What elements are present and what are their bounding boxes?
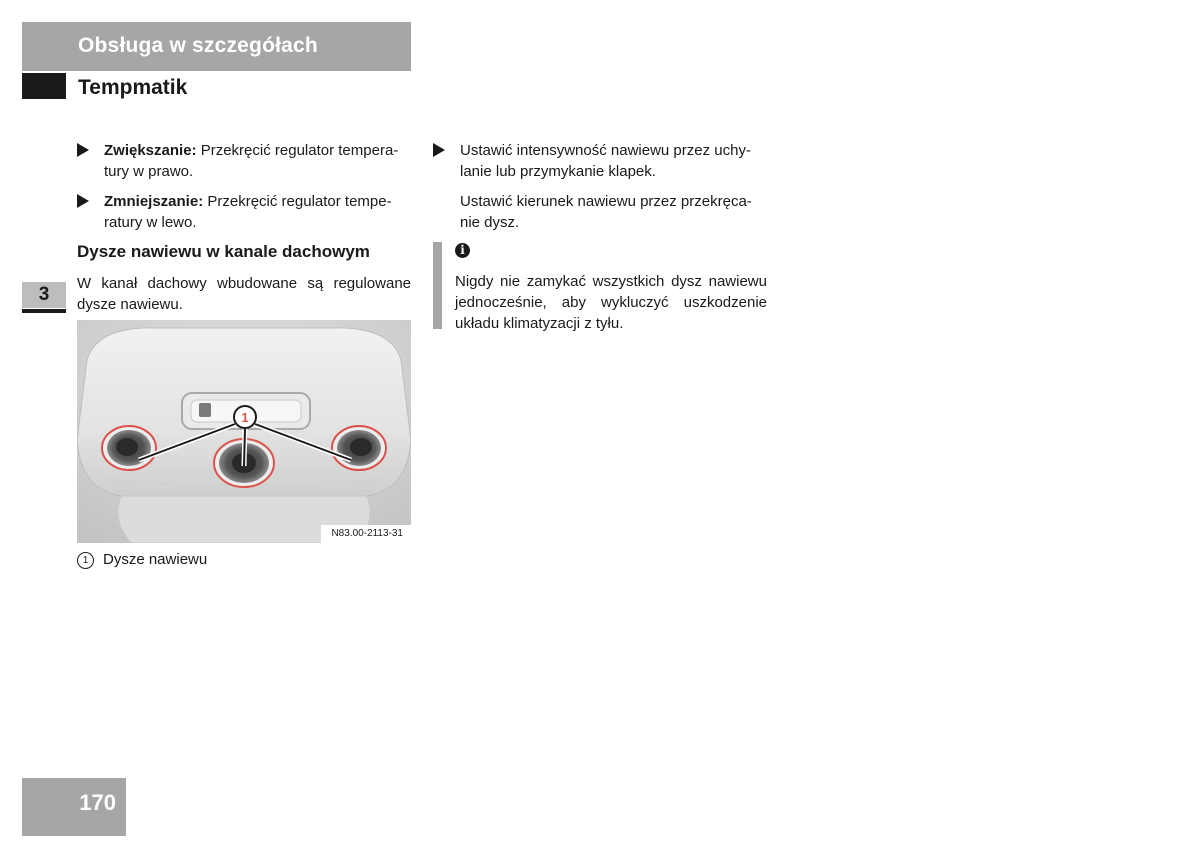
intro-line2: dysze nawiewu.: [77, 296, 183, 313]
direction-paragraph: [460, 191, 768, 233]
chapter-number: 3: [38, 284, 50, 305]
bullet-line2: lanie lub przymykanie klapek.: [460, 163, 656, 180]
page-number: 170: [79, 790, 116, 815]
bullet-text-line1: Przekręcić regulator tempera-: [196, 142, 399, 159]
bullet-increase: [77, 140, 411, 182]
caption-number: 1: [77, 552, 94, 569]
subsection-marker: [22, 73, 66, 99]
bullet-decrease: [77, 191, 411, 233]
section-title: Obsługa w szczegółach: [78, 34, 318, 57]
callout-number: 1: [241, 410, 249, 425]
bullet-triangle-icon: [77, 143, 89, 157]
chapter-tab: [22, 282, 66, 308]
bullet-label: Zmniejszanie:: [104, 193, 204, 210]
bullet-text-line2: ratury w lewo.: [104, 214, 197, 231]
page-number-box: [22, 778, 126, 836]
bullet-triangle-icon: [433, 143, 445, 157]
roof-vents-figure: [77, 320, 411, 543]
bullet-text-line1: Przekręcić regulator tempe-: [203, 193, 392, 210]
info-note-text: [455, 271, 767, 334]
bullet-triangle-icon: [77, 194, 89, 208]
info-icon: i: [455, 243, 470, 258]
roof-vents-intro: [77, 273, 411, 315]
info-note-bar: [433, 242, 442, 329]
roof-vents-heading: Dysze nawiewu w kanale dachowym: [77, 242, 370, 261]
roof-console-illustration: [77, 320, 411, 543]
section-header-bar: [22, 22, 411, 71]
bullet-line1: Ustawić intensywność nawiewu przez uchy-: [460, 142, 751, 159]
caption-text: Dysze nawiewu: [103, 551, 208, 568]
paragraph-line1: Ustawić kierunek nawiewu przez przekręca-: [460, 193, 752, 210]
bullet-text-line2: tury w prawo.: [104, 163, 194, 180]
intro-line1: W kanał dachowy wbudowane są regulowane: [77, 275, 411, 292]
note-line1: Nigdy nie zamykać wszystkich dysz nawiewu: [455, 273, 767, 290]
note-line3: układu klimatyzacji z tyłu.: [455, 315, 624, 332]
chapter-tab-underline: [22, 309, 66, 313]
figure-caption: [77, 549, 207, 570]
figure-code: N83.00-2113-31: [321, 525, 411, 543]
subsection-title: Tempmatik: [78, 76, 188, 99]
bullet-label: Zwiększanie:: [104, 142, 197, 159]
paragraph-line2: nie dysz.: [460, 214, 520, 231]
note-line2: jednocześnie, aby wykluczyć uszkodzenie: [455, 294, 767, 311]
bullet-intensity: [433, 140, 767, 182]
